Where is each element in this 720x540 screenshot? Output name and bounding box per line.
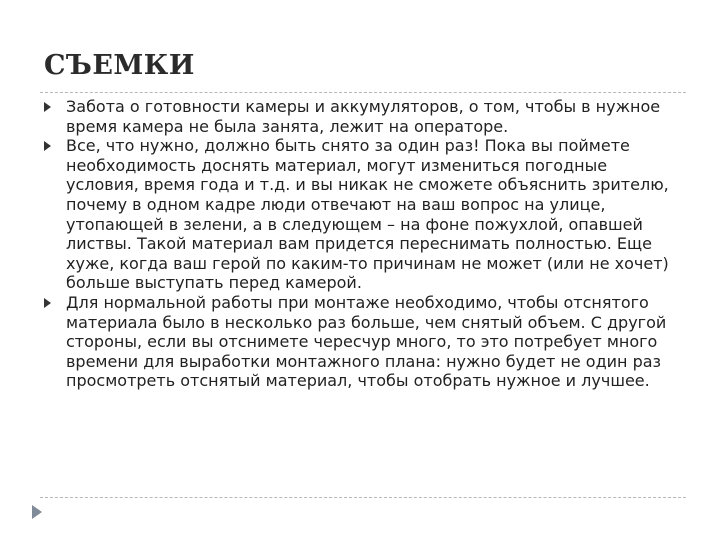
bullet-item: [44, 293, 684, 391]
title-divider: [40, 92, 686, 93]
triangle-right-icon: [44, 102, 51, 112]
footer-divider: [40, 497, 686, 498]
triangle-right-icon: [44, 141, 51, 151]
bullet-text: Для нормальной работы при монтаже необходимо, чтобы отснятого материала было в несколько раз больше, чем снятый объем. С другой стороны, если вы отснимете чересчур много, то это потребует много времени для выработки монтажного плана: нужно будет не один раз просмотреть отснятый материал, чтобы отобрать нужное и лучшее.: [66, 292, 667, 391]
bullet-text: Все, что нужно, должно быть снято за один раз! Пока вы поймете необходимость доснять материал, могут измениться погодные условия, время года и т.д. и вы никак не сможете объяснить зрителю, почему в одном кадре люди отвечают на ваш вопрос на улице, утопающей в зелени, а в следующем – на фоне пожухлой, опавшей листвы. Такой материал вам придется переснимать полностью. Еще хуже, когда ваш герой по каким-то причинам не может (или не хочет) больше выступать перед камерой.: [66, 136, 669, 293]
bullet-list: [44, 97, 684, 391]
slide-title: СЪЕМКИ: [44, 50, 195, 81]
bullet-text: Забота о готовности камеры и аккумуляторов, о том, чтобы в нужное время камера не была занята, лежит на операторе.: [66, 97, 661, 136]
next-slide-arrow-icon[interactable]: [32, 505, 42, 519]
bullet-item: [44, 97, 684, 136]
triangle-right-icon: [44, 298, 51, 308]
bullet-item: [44, 136, 684, 293]
